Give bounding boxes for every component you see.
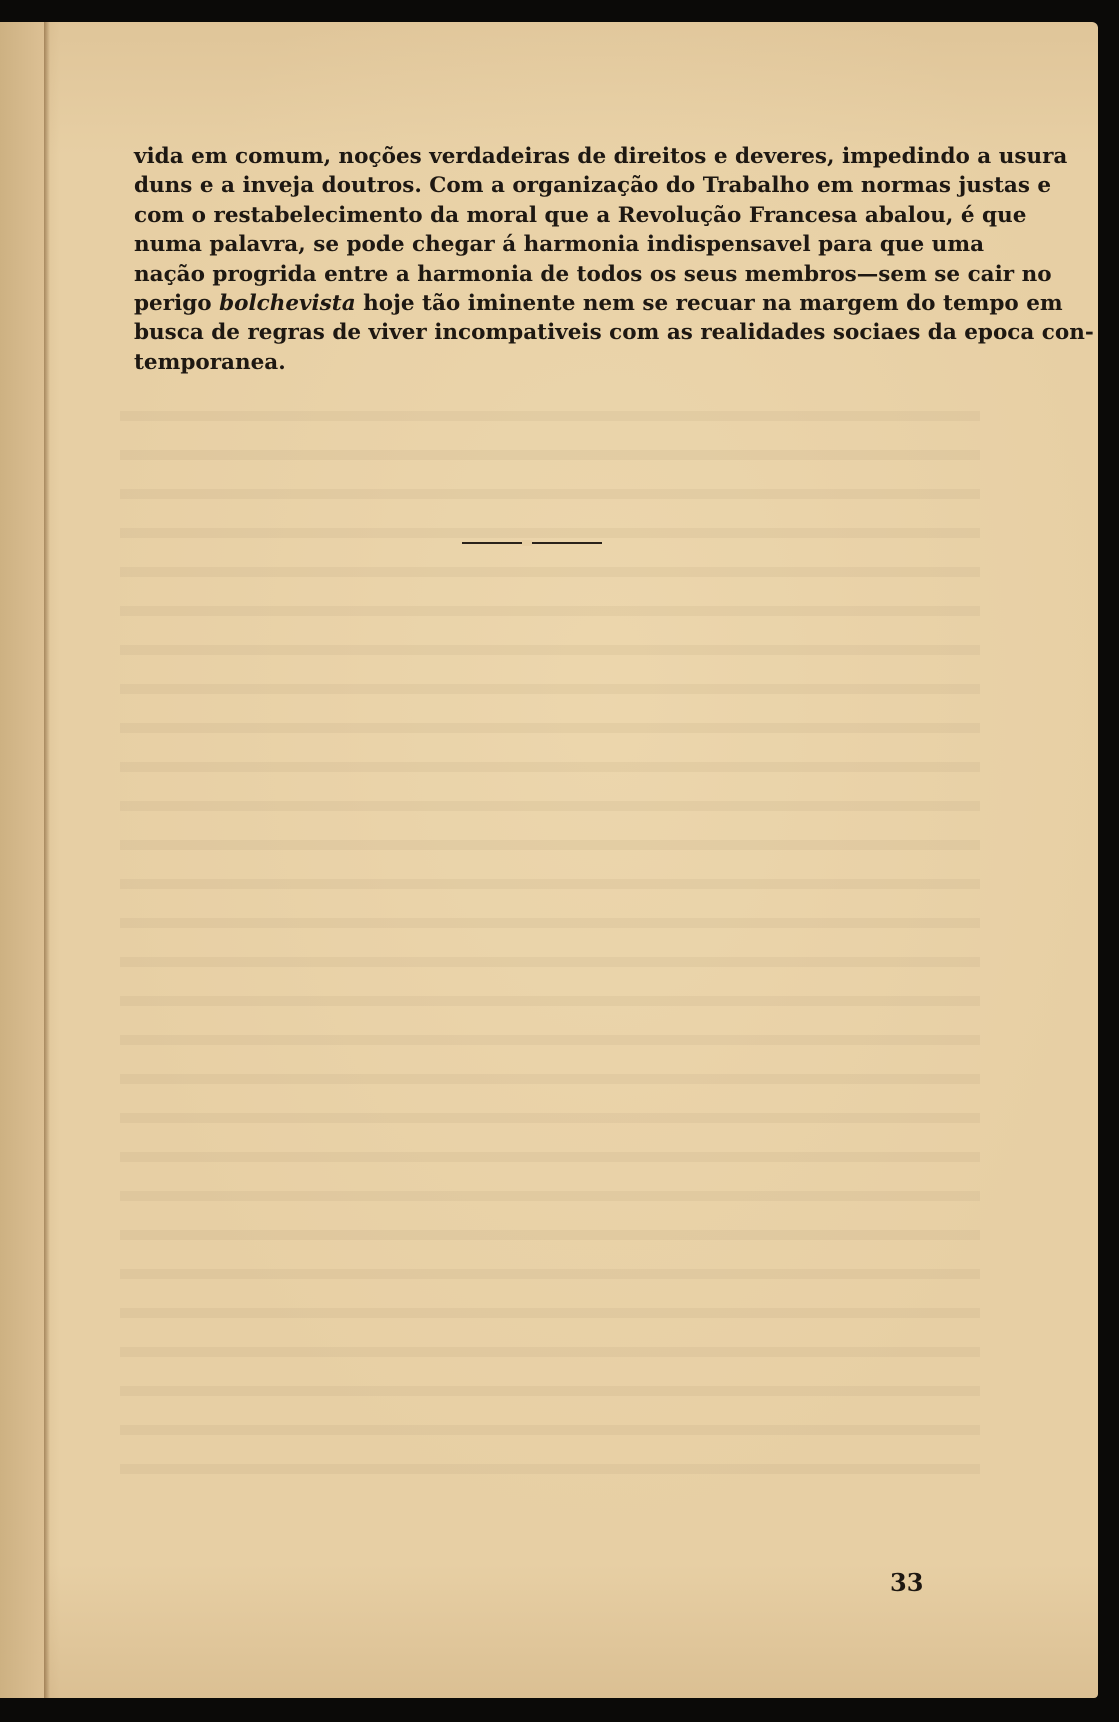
page-binding-edge — [0, 22, 44, 1698]
paragraph-line-with-italic — [134, 289, 1063, 318]
paragraph-line: vida em comum, noções verdadeiras de direitos e deveres, impedindo a usura — [134, 144, 1068, 169]
italic-term: bolchevista — [219, 290, 356, 316]
paragraph-line: temporanea. — [134, 349, 286, 375]
body-paragraph — [134, 142, 1094, 377]
paragraph-line: com o restabelecimento da moral que a Revolução Francesa abalou, é que — [134, 202, 1027, 228]
page-binding-shadow — [44, 22, 50, 1698]
show-through-texture — [120, 382, 980, 1502]
paragraph-line: nação progrida entre a harmonia de todos os seus membros—sem se cair no — [134, 261, 1052, 287]
divider-gap — [522, 540, 532, 546]
line-text-after: hoje tão iminente nem se recuar na margem do tempo em — [355, 290, 1063, 316]
line-text-before: perigo — [134, 290, 220, 316]
book-page — [0, 22, 1098, 1698]
paragraph-line: numa palavra, se pode chegar á harmonia indispensavel para que uma — [134, 232, 984, 258]
section-divider-rule — [462, 542, 602, 544]
paragraph-line: busca de regras de viver incompativeis com as realidades sociaes da epoca con- — [134, 320, 1094, 346]
paragraph-line: duns e a inveja doutros. Com a organização do Trabalho em normas justas e — [134, 173, 1052, 199]
page-number: 33 — [890, 1568, 924, 1597]
